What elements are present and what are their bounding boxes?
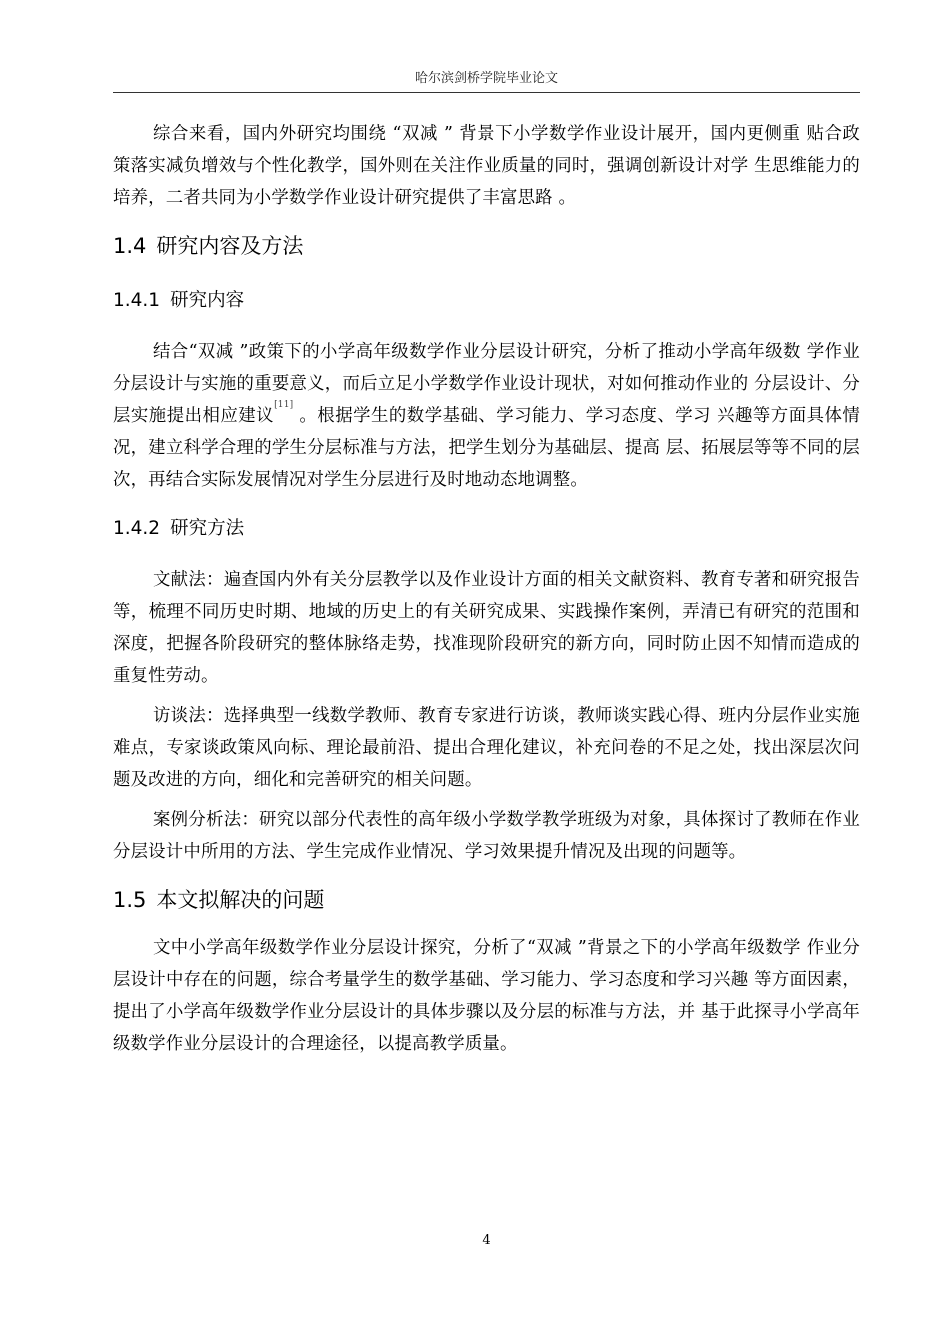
section-title: 研究方法 — [170, 518, 245, 539]
section-number: 1.4 — [113, 234, 147, 258]
page-number: 4 — [482, 1233, 491, 1248]
citation-marker: [11] — [274, 400, 294, 410]
header-divider — [113, 92, 860, 93]
section-heading-1-4-2 — [113, 516, 860, 542]
paragraph-literature-method: 文献法：遍查国内外有关分层教学以及作业设计方面的相关文献资料、教育专著和研究报告等，梳理不同历史时期、地域的历史上的有关研究成果、实践操作案例，弄清已有研究的范围和深度，把握各阶段研究的整体脉络走势，找准现阶段研究的新方向，同时防止因不知情而造成的重复性劳动。 — [113, 570, 860, 686]
paragraph-problems: 文中小学高年级数学作业分层设计探究，分析了“双减 ”背景之下的小学高年级数学 作业分层设计中存在的问题，综合考量学生的数学基础、学习能力、学习态度和学习兴趣 等方面因素，提出了小学高年级数学作业分层设计的具体步骤以及分层的标准与方法，并 基于此探寻小学高年级数学作业分层设计的合理途径，以提高教学质量。 — [113, 938, 860, 1054]
paragraph-research-content — [113, 336, 860, 496]
section-title: 研究内容 — [170, 290, 245, 311]
section-title: 本文拟解决的问题 — [156, 888, 325, 912]
section-heading-1-5 — [113, 886, 860, 914]
paragraph-case-analysis-method: 案例分析法：研究以部分代表性的高年级小学数学教学班级为对象，具体探讨了教师在作业分层设计中所用的方法、学生完成作业情况、学习效果提升情况及出现的问题等。 — [113, 810, 860, 862]
paragraph-interview-method: 访谈法：选择典型一线数学教师、教育专家进行访谈，教师谈实践心得、班内分层作业实施难点，专家谈政策风向标、理论最前沿、提出合理化建议，补充问卷的不足之处，找出深层次问题及改进的方向，细化和完善研究的相关问题。 — [113, 706, 860, 790]
paragraph-text: 。根据学生的数学基础、学习能力、学习态度、学习 兴趣等方面具体情况，建立科学合理的学生分层标准与方法，把学生划分为基础层、提高 层、拓展层等等不同的层次，再结合实际发展情况对学生分层进行及时地动态地调整。 — [113, 406, 860, 490]
section-number: 1.4.2 — [113, 518, 161, 539]
section-number: 1.4.1 — [113, 290, 161, 311]
section-title: 研究内容及方法 — [156, 234, 304, 258]
paragraph-text: 结合“双减 ”政策下的小学高年级数学作业分层设计研究，分析了推动小学高年级数 学作业分层设计与实施的重要意义，而后立足小学数学作业设计现状，对如何推动作业的 分层设计、分层实施提出相应建议 — [113, 342, 860, 426]
section-heading-1-4-1 — [113, 288, 860, 314]
section-heading-1-4 — [113, 232, 860, 260]
section-number: 1.5 — [113, 888, 147, 912]
page-body — [113, 118, 860, 1060]
header-title: 哈尔滨剑桥学院毕业论文 — [414, 71, 558, 86]
page-header — [113, 70, 860, 92]
paragraph-summary: 综合来看，国内外研究均围绕 “双减 ” 背景下小学数学作业设计展开，国内更侧重 贴合政策落实减负增效与个性化教学，国外则在关注作业质量的同时，强调创新设计对学 生思维能力的培养，二者共同为小学数学作业设计研究提供了丰富思路 。 — [113, 124, 860, 208]
